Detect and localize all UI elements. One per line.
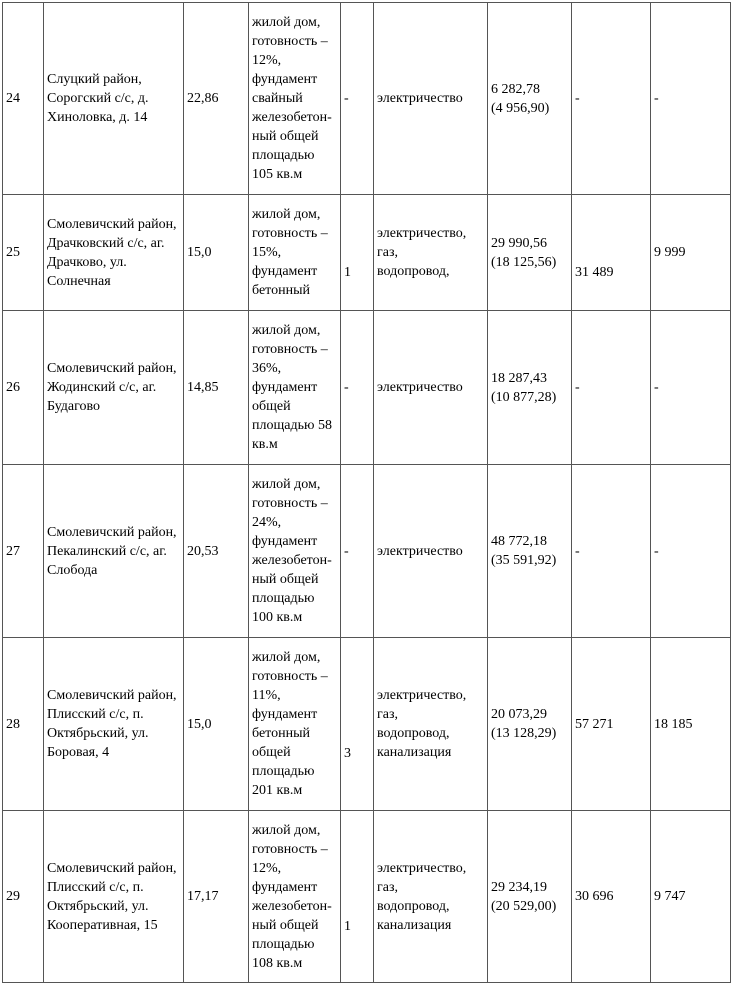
count-cell: - (341, 465, 374, 638)
value-cell-8: 30 696 (572, 811, 651, 983)
value-cell-8: - (572, 3, 651, 195)
row-number: 26 (3, 311, 44, 465)
area-cell: 20,53 (184, 465, 249, 638)
cost-cell: 18 287,43 (10 877,28) (488, 311, 572, 465)
row-number: 27 (3, 465, 44, 638)
cost-cell: 29 234,19 (20 529,00) (488, 811, 572, 983)
utilities-cell: электричество (374, 3, 488, 195)
table-row (3, 638, 731, 811)
area-cell: 17,17 (184, 811, 249, 983)
table-body (3, 3, 731, 983)
table-row (3, 811, 731, 983)
description-cell: жилой дом, готовность – 12%, фундамент свайный железобетон- ный общей площадью 105 кв.м (249, 3, 341, 195)
description-cell: жилой дом, готовность – 11%, фундамент бетонный общей площадью 201 кв.м (249, 638, 341, 811)
count-cell: 1 (341, 195, 374, 311)
utilities-cell: электричество (374, 311, 488, 465)
value-cell-9: - (651, 3, 731, 195)
utilities-cell: электричество, газ, водопровод, канализация (374, 811, 488, 983)
area-cell: 15,0 (184, 195, 249, 311)
value-cell-9: - (651, 311, 731, 465)
row-number: 24 (3, 3, 44, 195)
count-cell: 1 (341, 811, 374, 983)
value-cell-8: 31 489 (572, 195, 651, 311)
location-cell: Смолевичский район, Драчковский с/с, аг. Драчково, ул. Солнечная (44, 195, 184, 311)
value-cell-8: 57 271 (572, 638, 651, 811)
table-row (3, 465, 731, 638)
area-cell: 22,86 (184, 3, 249, 195)
table-row (3, 311, 731, 465)
utilities-cell: электричество (374, 465, 488, 638)
description-cell: жилой дом, готовность – 12%, фундамент железобетон- ный общей площадью 108 кв.м (249, 811, 341, 983)
description-cell: жилой дом, готовность – 36%, фундамент общей площадью 58 кв.м (249, 311, 341, 465)
description-cell: жилой дом, готовность – 24%, фундамент железобетон- ный общей площадью 100 кв.м (249, 465, 341, 638)
cost-cell: 6 282,78 (4 956,90) (488, 3, 572, 195)
value-cell-8: - (572, 311, 651, 465)
row-number: 25 (3, 195, 44, 311)
area-cell: 15,0 (184, 638, 249, 811)
utilities-cell: электричество, газ, водопровод, канализация (374, 638, 488, 811)
value-cell-9: 9 999 (651, 195, 731, 311)
utilities-cell: электричество, газ, водопровод, (374, 195, 488, 311)
row-number: 29 (3, 811, 44, 983)
location-cell: Слуцкий район, Сорогский с/с, д. Хиноловка, д. 14 (44, 3, 184, 195)
count-cell: - (341, 3, 374, 195)
table-row (3, 3, 731, 195)
value-cell-9: 9 747 (651, 811, 731, 983)
description-cell: жилой дом, готовность – 15%, фундамент бетонный (249, 195, 341, 311)
value-cell-9: - (651, 465, 731, 638)
value-cell-9: 18 185 (651, 638, 731, 811)
row-number: 28 (3, 638, 44, 811)
property-table (2, 2, 731, 983)
location-cell: Смолевичский район, Пекалинский с/с, аг. Слобода (44, 465, 184, 638)
area-cell: 14,85 (184, 311, 249, 465)
cost-cell: 29 990,56 (18 125,56) (488, 195, 572, 311)
location-cell: Смолевичский район, Жодинский с/с, аг. Будагово (44, 311, 184, 465)
count-cell: 3 (341, 638, 374, 811)
location-cell: Смолевичский район, Плисский с/с, п. Октябрьский, ул. Боровая, 4 (44, 638, 184, 811)
cost-cell: 20 073,29 (13 128,29) (488, 638, 572, 811)
value-cell-8: - (572, 465, 651, 638)
location-cell: Смолевичский район, Плисский с/с, п. Октябрьский, ул. Кооперативная, 15 (44, 811, 184, 983)
table-row (3, 195, 731, 311)
cost-cell: 48 772,18 (35 591,92) (488, 465, 572, 638)
count-cell: - (341, 311, 374, 465)
